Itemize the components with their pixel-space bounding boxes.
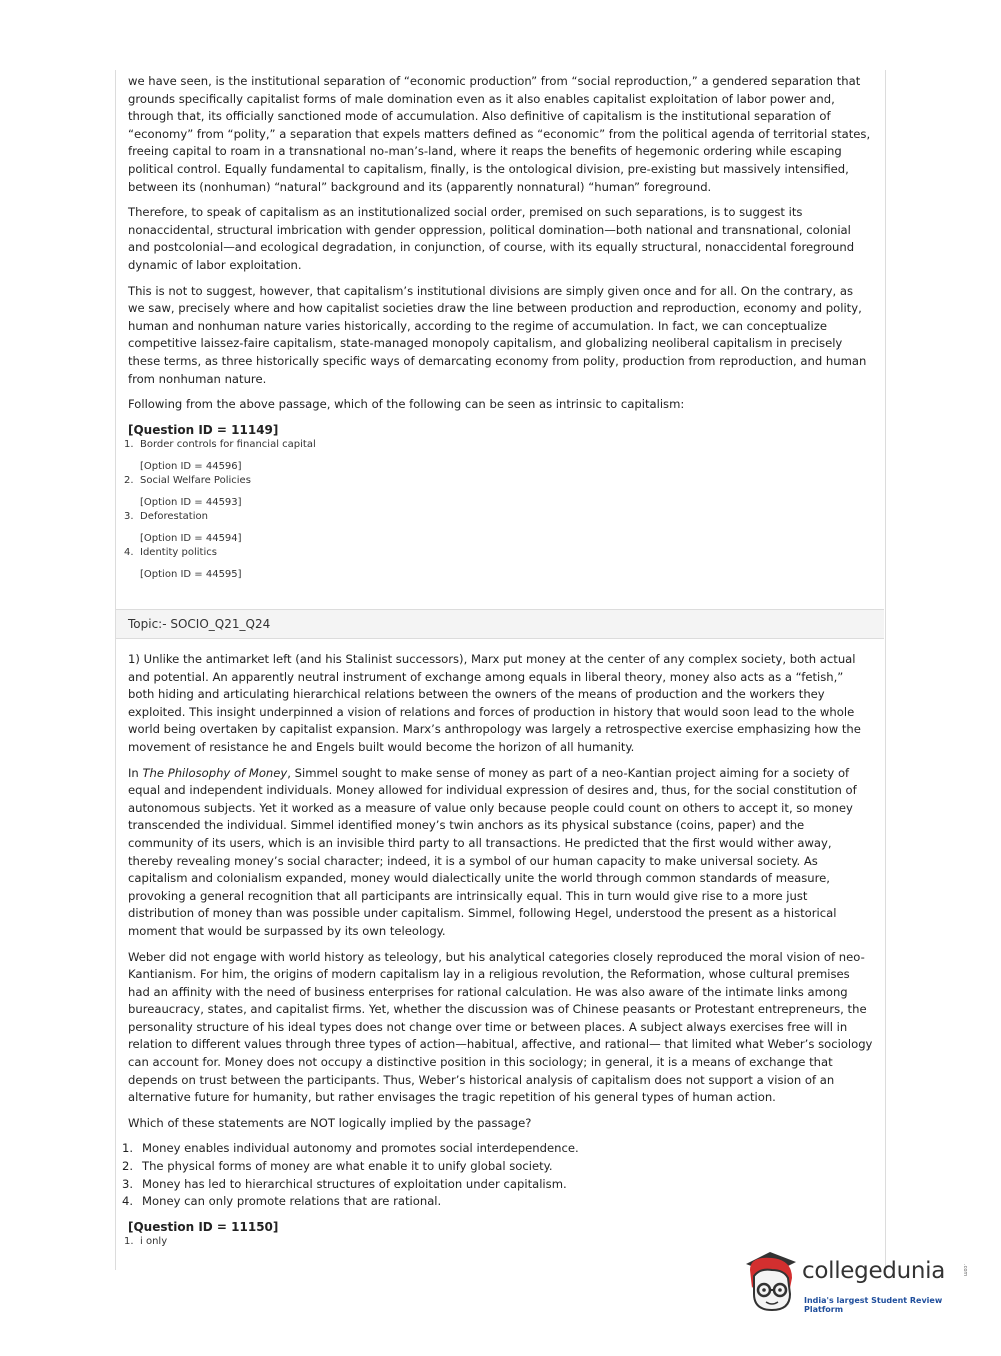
statements-list bbox=[122, 1140, 873, 1210]
question-prompt: Following from the above passage, which of the following can be seen as intrinsic to capitalism: bbox=[128, 397, 685, 412]
book-title: The Philosophy of Money bbox=[142, 765, 288, 780]
logo-domain: .com bbox=[962, 1264, 968, 1277]
question-prompt: Which of these statements are NOT logically implied by the passage? bbox=[128, 1115, 532, 1130]
options-list bbox=[124, 438, 873, 582]
logo-tagline: India's largest Student Review Platform bbox=[804, 1296, 943, 1314]
option-id: [Option ID = 44594] bbox=[140, 532, 242, 544]
option-text: i only bbox=[140, 1235, 168, 1247]
passage-1-paragraph: This is not to suggest, however, that capitalism’s institutional divisions are simply given once and for all. On the contrary, as we saw, precisely where and how capitalist societies draw the line between production and reproduction, economy and polity, human and nonhuman nature varies historically, according to the regime of accumulation. In fact, we can conceptualize competitive laissez-faire capitalism, state-managed monopoly capitalism, and globalizing neoliberal capitalism in precisely these terms, as three historically specific ways of demarcating economy from polity, production from reproduction, and human from nonhuman nature. bbox=[128, 283, 867, 386]
passage-2-paragraph bbox=[128, 765, 873, 941]
statement-item bbox=[122, 1140, 873, 1158]
option-text: Social Welfare Policies bbox=[140, 474, 251, 486]
option-text: Border controls for financial capital bbox=[140, 438, 316, 450]
statement-number: 4. bbox=[122, 1194, 134, 1209]
collegedunia-logo bbox=[740, 1248, 980, 1318]
statement-text: The physical forms of money are what enable it to unify global society. bbox=[142, 1159, 553, 1174]
statement-text: Money has led to hierarchical structures of exploitation under capitalism. bbox=[142, 1176, 567, 1191]
paragraph-prefix: In bbox=[128, 765, 143, 780]
option-number: 3. bbox=[124, 510, 134, 522]
question-id: [Question ID = 11150] bbox=[128, 1219, 279, 1234]
statement-text: Money enables individual autonomy and promotes social interdependence. bbox=[142, 1141, 579, 1156]
passage-1-paragraph: we have seen, is the institutional separation of “economic production” from “social reproduction,” a gendered separation that grounds specifically capitalist forms of male domination even as it also enables capitalist exploitation of labor power and, through that, its officially sanctioned mode of accumulation. Also definitive of capitalism is the institutional separation of “economy” from “polity,” a separation that expels matters defined as “economic” from the political agenda of territorial states, freeing capital to roam in a transnational no-man’s-land, where it reaps the benefits of hegemonic ordering while escaping political control. Equally fundamental to capitalism, finally, is the ontological division, pre-existing but massively intensified, between its (nonhuman) “natural” background and its (apparently nonnatural) “human” foreground. bbox=[128, 74, 871, 194]
logo-wordmark: collegedunia bbox=[802, 1258, 946, 1284]
statement-number: 3. bbox=[122, 1176, 134, 1191]
passage-1-paragraph: Therefore, to speak of capitalism as an institutionalized social order, premised on such separations, is to suggest its nonaccidental, structural imbrication with gender oppression, political domination—both national and transnational, colonial and postcolonial—and ecological degradation, in conjunction, of course, with its equally structural, nonaccidental foreground dynamic of labor exploitation. bbox=[128, 205, 855, 272]
option-item[interactable] bbox=[124, 546, 873, 582]
option-text: Identity politics bbox=[140, 546, 217, 558]
option-id: [Option ID = 44596] bbox=[140, 460, 242, 472]
option-number: 1. bbox=[124, 438, 134, 450]
passage-1 bbox=[124, 73, 873, 582]
passage-2 bbox=[122, 651, 873, 1249]
topic-bar bbox=[116, 609, 884, 639]
statement-text: Money can only promote relations that are rational. bbox=[142, 1194, 442, 1209]
option-item[interactable] bbox=[124, 438, 873, 474]
paragraph-rest: , Simmel sought to make sense of money as part of a neo-Kantian project aiming for a society of equal and independent individuals. Money allowed for individual expression of desires and, thus, for the social constitution of autonomous subjects. Yet it worked as a measure of value only because people could count on others to accept it, so money transcended the individual. Simmel identified money’s twin anchors as its physical substance (coins, paper) and the community of its users, which is an invisible third party to all transactions. He predicted that the first would wither away, thereby revealing money’s social character; indeed, it is a symbol of our human capacity to make universal society. As capitalism and colonialism expanded, money would dialectically unite the world through common standards of measure, provoking a general recognition that all participants are intrinsically equal. This in turn would give rise to a more just distribution of money than was possible under capitalism. Simmel, following Hegel, understood the present as a historical moment that would be surpassed by its own teleology. bbox=[128, 765, 857, 938]
option-id: [Option ID = 44595] bbox=[140, 568, 242, 580]
mascot-icon bbox=[740, 1248, 802, 1314]
option-number: 1. bbox=[124, 1235, 134, 1247]
topic-label: Topic:- SOCIO_Q21_Q24 bbox=[128, 617, 271, 631]
option-number: 4. bbox=[124, 546, 134, 558]
option-item[interactable] bbox=[124, 1235, 873, 1249]
statement-number: 1. bbox=[122, 1141, 134, 1156]
option-id: [Option ID = 44593] bbox=[140, 496, 242, 508]
option-item[interactable] bbox=[124, 510, 873, 546]
question-id: [Question ID = 11149] bbox=[128, 422, 279, 437]
statement-item bbox=[122, 1193, 873, 1211]
passage-2-paragraph: Weber did not engage with world history as teleology, but his analytical categories closely reproduced the moral vision of neo-Kantianism. For him, the origins of modern capitalism lay in a religious revolution, the Reformation, whose cultural premises had an affinity with the need of business enterprises for rational calculation. He was also aware of the intimate links among bureaucracy, states, and capitalist firms. Yet, whether the discussion was of Chinese peasants or Protestant entrepreneurs, the personality structure of his ideal types does not change over time or between places. A subject always exercises free will in relation to different values through three types of action—habitual, affective, and rational— that limited what Weber’s sociology can account for. Money does not occupy a distinctive position in this sociology; in general, it is a means of exchange that depends on trust between the participants. Thus, Weber’s historical analysis of capitalism does not support a vision of an alternative future for humanity, but rather envisages the tragic repetition of his general types of human action. bbox=[128, 949, 873, 1105]
option-number: 2. bbox=[124, 474, 134, 486]
statement-number: 2. bbox=[122, 1159, 134, 1174]
passage-2-paragraph: 1) Unlike the antimarket left (and his Stalinist successors), Marx put money at the center of any complex society, both actual and potential. An apparently neutral instrument of exchange among equals in liberal theory, money also acts as a “fetish,” both hiding and articulating hierarchical relations between the owners of the means of production and the workers they exploited. This insight underpinned a vision of relations and forces of production in history that would soon lead to the whole world being overtaken by capitalist expansion. Marx’s anthropology was largely a retrospective exercise emphasizing how the movement of resistance he and Engels built would become the horizon of all humanity. bbox=[128, 652, 861, 754]
statement-item bbox=[122, 1158, 873, 1176]
statement-item bbox=[122, 1176, 873, 1194]
option-text: Deforestation bbox=[140, 510, 208, 522]
option-item[interactable] bbox=[124, 474, 873, 510]
